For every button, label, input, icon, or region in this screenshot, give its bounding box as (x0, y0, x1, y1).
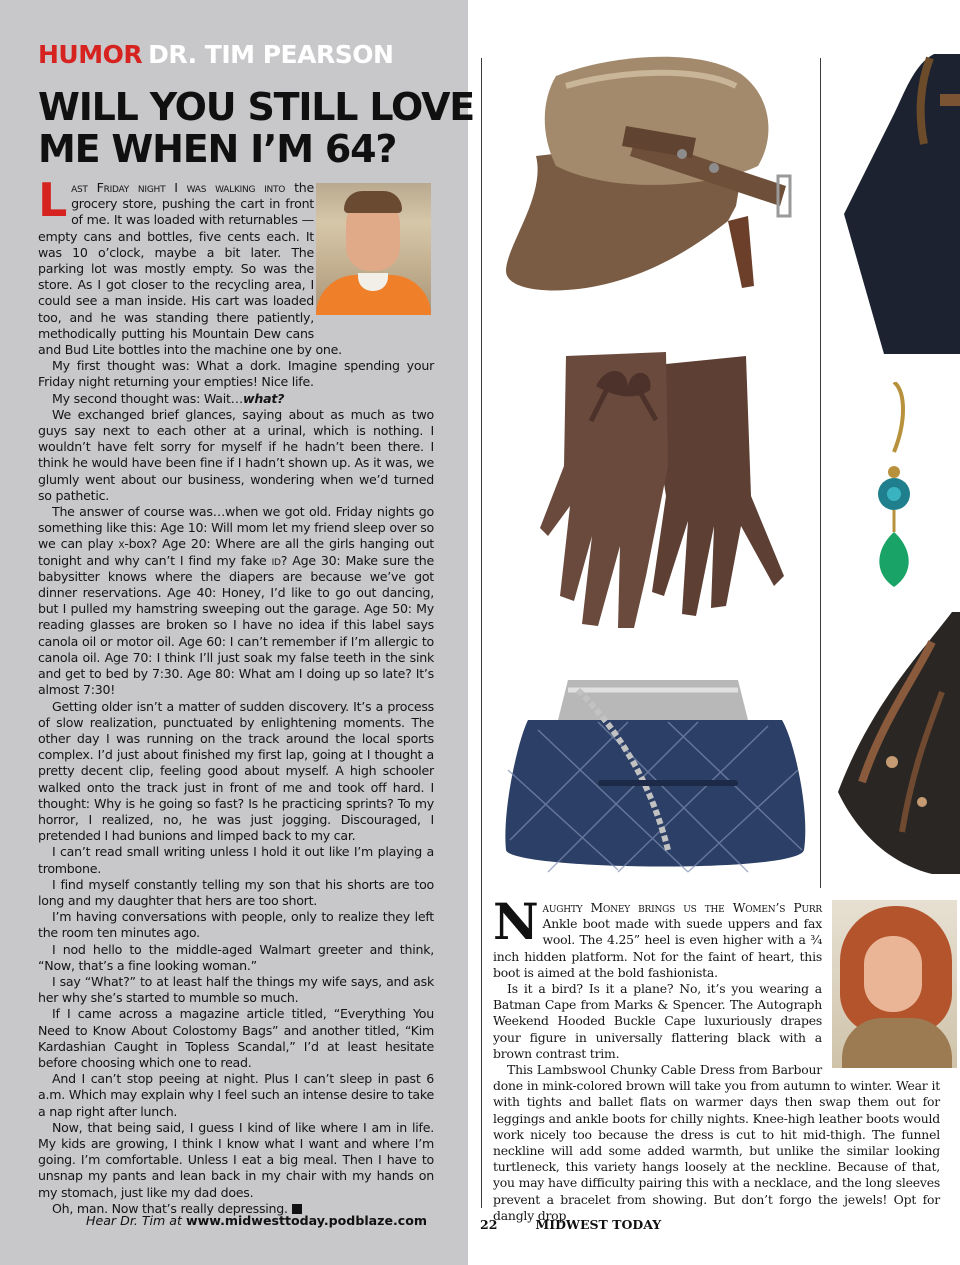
paragraph-13: And I can’t stop peeing at night. Plus I can’t sleep in past 6 a.m. Which may explain why I feel such an intense desire to take a nap right after lunch. (38, 1071, 434, 1119)
paragraph-6: Getting older isn’t a matter of sudden discovery. It’s a process of slow realization, punctuated by enlightening moments. The other day I was running on the track around the local sports complex. I’d just about finished my first lap, going at I thought a pretty decent clip, feeling good about myself. A high schooler walked onto the track just in front of me and took off hard. I thought: Why is he going so fast? Is he practicing sprints? To my horror, I realized, no, he was just jogging. Discouraged, I pretended I had bunions and limped back to my car. (38, 698, 434, 844)
paragraph-4: We exchanged brief glances, saying about as much as two guys say next to each other at a urinal, which is nothing. I wouldn’t have felt sorry for myself if he hadn’t been there. I think he would have been fine if I hadn’t shown up. As it was, we glumly went about our business, wondering when we’d turned so pathetic. (38, 406, 434, 503)
section-label: HUMOR (38, 40, 143, 69)
headline-line-2: ME WHEN I’M 64? (38, 127, 397, 171)
paragraph-1: Last Friday night I was walking into the grocery store, pushing the cart in front of me. It was loaded with returnables — empty cans and bottles, five cents each. It was 10 o’clock, maybe a bit later. The parking lot was mostly empty. So was the store. As I got closer to the recycling area, I could see a man inside. His cart was loaded too, and he was standing there patiently, methodically putting his Mountain Dew cans and Bud Lite bottles into the machine one by one. (38, 173, 342, 358)
paragraph-12: If I came across a magazine article titled, “Everything You Need to Know About Colostomy Bags” and another titled, “Kim Kardashian Caught in Topless Scandal,” I’d at least hesitate before choosing which one to read. (38, 1006, 434, 1070)
humor-column (0, 0, 475, 1265)
fashion-paragraph-3: This Lambswool Chunky Cable Dress from Barbour done in mink-colored brown will take you from autumn to winter. Wear it with tights and ballet flats on warmer days then swap them out for leggings and ankle boots for chilly nights. Knee-high leather boots would work nicely too because the dress is cut to hit mid-thigh. The funnel neckline will add some added warmth, but unlike the similar looking turtleneck, this variety hangs loosely at the neckline. Because of that, you may have difficulty pairing this with a necklace, and the long sleeves prevent a bracelet from showing. But don’t forgo the jewels! Opt for dangly drop (493, 1062, 940, 1223)
paragraph-10: I nod hello to the middle-aged Walmart greeter and think, “Now, that’s a fine looking woman.” (38, 941, 434, 973)
paragraph-11: I say “What?” to at least half the things my wife says, and ask her why she’s started to mumble so much. (38, 973, 434, 1006)
paragraph-15: Oh, man. Now that’s really depressing. (38, 1201, 434, 1217)
hooded-cape-image (844, 54, 960, 354)
headline-line-1: WILL YOU STILL LOVE (38, 85, 475, 129)
page-folio (480, 1217, 661, 1232)
column-rule (481, 58, 482, 1208)
fashion-column (493, 892, 940, 1224)
paragraph-9: I’m having conversations with people, only to realize they left the room ten minutes ago. (38, 909, 434, 941)
fashion-paragraph-2: Is it a bird? Is it a plane? No, it’s you wearing a Batman Cape from Marks & Spencer. The Autograph Weekend Hooded Buckle Cape luxuriously drapes your figure in universally flattering black with a brown contrast trim. (493, 981, 822, 1061)
leather-gloves-image (536, 346, 786, 636)
paragraph-3: My second thought was: Wait…what? (52, 390, 285, 406)
drop-earring-image (866, 382, 926, 597)
article-body (38, 173, 434, 1217)
podcast-link[interactable]: www.midwesttoday.podblaze.com (185, 1213, 428, 1228)
fashion-paragraph-1: Naughty Money brings us the Women’s Purr Ankle boot made with suede uppers and fax wool. The 4.25” heel is even higher with a ¾ inch hidden platform. Not for the faint of heart, this boot is aimed at the bold fashionista. (493, 892, 822, 980)
column-rule (820, 58, 821, 888)
paragraph-5: The answer of course was…when we got old. Friday nights go something like this: Age 10: Will mom let my friend sleep over so we can play x-box? Age 20: Where are all the girls hanging out tonight and why can’t I find my fake id? Age 30: Make sure the babysitter knows where the diapers are because we’ve got dinner reservations. Age 40: Honey, I’d like to go out dancing, but I pulled my hamstring sweeping out the garage. Age 50: My reading glasses are broken so I have no idea if this label says canola oil or motor oil. Age 60: I can’t remember if I’m allergic to canola oil. Age 70: I think I’ll just soak my false teeth in the sink and get to bed by 7:30. Age 80: What am I doing up so late? It’s almost 7:30! (38, 504, 434, 698)
author-byline: DR. TIM PEARSON (148, 40, 394, 69)
page-number: 22 (480, 1217, 498, 1232)
paragraph-2: My first thought was: What a dork. Imagine spending your Friday night returning your empties! Nice life. (38, 358, 434, 390)
magazine-name: MIDWEST TODAY (535, 1217, 662, 1232)
ankle-boot-image (496, 46, 812, 296)
drop-cap: N (493, 892, 539, 951)
drop-cap: L (38, 173, 68, 227)
section-kicker (38, 40, 393, 69)
quilted-handbag-image (498, 660, 810, 880)
paragraph-8: I find myself constantly telling my son that his shorts are too long and my daughter that hers are too short. (38, 876, 434, 908)
printed-scarf-image (832, 612, 960, 874)
podcast-note: Hear Dr. Tim at www.midwesttoday.podblaze.com (86, 1213, 428, 1228)
article-headline (38, 85, 475, 171)
paragraph-14: Now, that being said, I guess I kind of like where I am in life. My kids are growing, I think I know what I want and where I’m going. I’m comfortable. Unless I eat a big meal. Then I have to unsnap my pants and lean back in my chair with my hands on my stomach, just like my dad does. (38, 1119, 434, 1200)
paragraph-7: I can’t read small writing unless I hold it out like I’m playing a trombone. (38, 844, 434, 876)
